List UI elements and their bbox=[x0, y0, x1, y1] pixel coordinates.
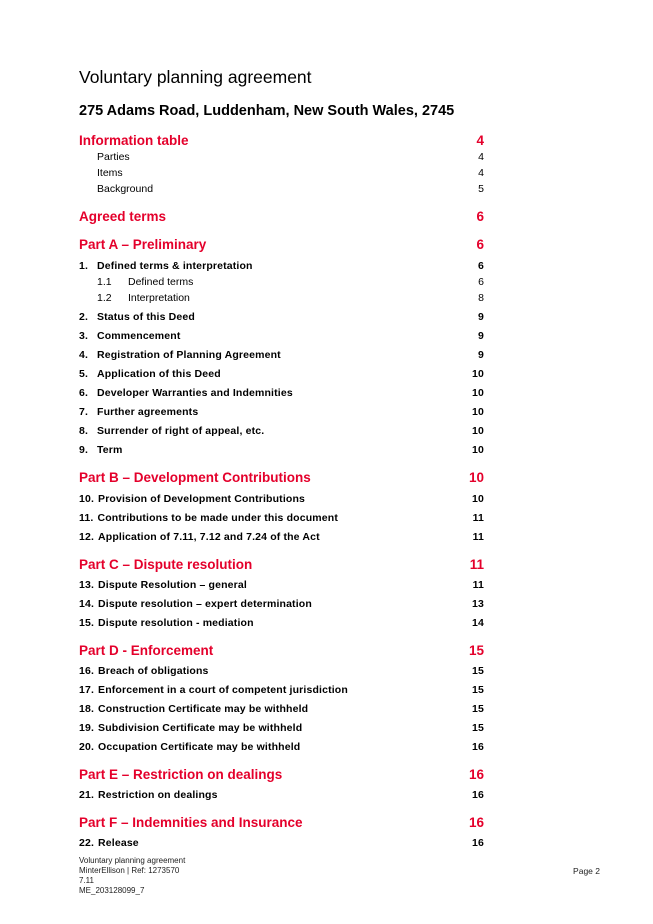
toc-entry[interactable] bbox=[79, 425, 484, 437]
toc-entry[interactable] bbox=[79, 512, 484, 524]
toc-entry-number: 22. bbox=[79, 837, 95, 849]
toc-entry-text: Release bbox=[98, 837, 139, 849]
toc-entry-label bbox=[79, 260, 253, 272]
toc-entry-text: Registration of Planning Agreement bbox=[97, 349, 281, 361]
toc-entry-page: 16 bbox=[472, 837, 484, 849]
toc-entry-label bbox=[79, 617, 254, 629]
toc-entry-text: Occupation Certificate may be withheld bbox=[98, 741, 301, 753]
toc-entry-page: 4 bbox=[476, 133, 484, 148]
toc-entry-text: Application of 7.11, 7.12 and 7.24 of the Act bbox=[98, 531, 320, 543]
toc-entry-page: 10 bbox=[472, 406, 484, 418]
toc-entry-number: 18. bbox=[79, 703, 95, 715]
toc-entry-number: 14. bbox=[79, 598, 95, 610]
toc-entry-text: Construction Certificate may be withheld bbox=[98, 703, 309, 715]
toc-entry-page: 16 bbox=[472, 741, 484, 753]
toc-entry-label bbox=[79, 330, 181, 342]
toc-entry-page: 9 bbox=[478, 349, 484, 361]
toc-entry-number: 17. bbox=[79, 684, 95, 696]
toc-entry-page: 5 bbox=[478, 183, 484, 195]
toc-entry[interactable] bbox=[79, 837, 484, 849]
toc-entry[interactable] bbox=[79, 789, 484, 801]
toc-entry[interactable] bbox=[79, 292, 484, 304]
toc-entry[interactable] bbox=[79, 406, 484, 418]
toc-entry-text: Interpretation bbox=[128, 292, 190, 304]
toc-entry-label bbox=[79, 741, 300, 753]
toc-entry-number: 11. bbox=[79, 512, 94, 524]
toc-entry[interactable] bbox=[79, 330, 484, 342]
toc-entry-page: 11 bbox=[472, 579, 484, 591]
toc-entry-label bbox=[79, 512, 338, 524]
toc-entry-label bbox=[79, 703, 308, 715]
toc-entry-text: Commencement bbox=[97, 330, 181, 342]
toc-entry[interactable] bbox=[79, 493, 484, 505]
toc-entry-label: Background bbox=[97, 183, 154, 195]
footer-line: ME_203128099_7 bbox=[79, 886, 145, 895]
toc-entry-page: 10 bbox=[472, 368, 484, 380]
toc-entry-number: 1.1 bbox=[97, 276, 112, 288]
toc-entry-label bbox=[79, 349, 281, 361]
toc-entry-label bbox=[79, 311, 195, 323]
toc-entry-page: 15 bbox=[468, 643, 484, 658]
toc-entry-page: 6 bbox=[478, 276, 484, 288]
page-number: Page 2 bbox=[573, 866, 600, 876]
toc-entry-label: Items bbox=[97, 167, 123, 179]
toc-entry-text: Defined terms & interpretation bbox=[97, 260, 253, 272]
toc-entry-page: 10 bbox=[472, 493, 484, 505]
toc-entry[interactable] bbox=[79, 151, 484, 163]
toc-entry-number: 8. bbox=[79, 425, 89, 437]
toc-entry-label bbox=[79, 493, 305, 505]
toc-entry-page: 10 bbox=[472, 425, 484, 437]
toc-entry-number: 12. bbox=[79, 531, 95, 543]
toc-entry-label bbox=[79, 531, 320, 543]
toc-entry-label: Part D - Enforcement bbox=[79, 643, 214, 658]
toc-entry-number: 20. bbox=[79, 741, 95, 753]
toc-entry-page: 15 bbox=[472, 703, 484, 715]
toc-entry-page: 10 bbox=[468, 470, 484, 485]
toc-entry-text: Application of this Deed bbox=[97, 368, 221, 380]
footer bbox=[79, 856, 185, 896]
toc-entry-number: 7. bbox=[79, 406, 89, 418]
toc-entry-label: Part E – Restriction on dealings bbox=[79, 767, 283, 782]
toc-entry-page: 16 bbox=[468, 815, 484, 830]
toc-entry-page: 9 bbox=[478, 311, 484, 323]
toc-entry-label bbox=[79, 837, 139, 849]
toc-entry[interactable] bbox=[79, 260, 484, 272]
toc-entry-text: Provision of Development Contributions bbox=[98, 493, 306, 505]
toc-entry-page: 6 bbox=[476, 209, 484, 224]
toc-entry-page: 13 bbox=[472, 598, 484, 610]
toc-entry[interactable] bbox=[79, 722, 484, 734]
toc-entry-number: 1.2 bbox=[97, 292, 112, 304]
toc-entry-page: 10 bbox=[472, 387, 484, 399]
toc-entry-page: 15 bbox=[472, 684, 484, 696]
footer-line: 7.11 bbox=[79, 876, 94, 885]
toc-entry-number: 21. bbox=[79, 789, 95, 801]
toc-entry[interactable] bbox=[79, 444, 484, 456]
toc-entry[interactable] bbox=[79, 237, 484, 252]
toc-entry-number: 3. bbox=[79, 330, 89, 342]
toc-entry[interactable] bbox=[79, 368, 484, 380]
toc-entry[interactable] bbox=[79, 579, 484, 591]
toc-entry-number: 6. bbox=[79, 387, 89, 399]
toc-entry-number: 9. bbox=[79, 444, 89, 456]
toc-entry-label: Part F – Indemnities and Insurance bbox=[79, 815, 303, 830]
toc-entry-text: Further agreements bbox=[97, 406, 199, 418]
page-title: Voluntary planning agreement bbox=[79, 67, 312, 87]
toc-entry[interactable] bbox=[79, 767, 484, 782]
toc-entry-number: 1. bbox=[79, 260, 89, 272]
toc-entry-text: Developer Warranties and Indemnities bbox=[97, 387, 293, 399]
toc-entry[interactable] bbox=[79, 387, 484, 399]
toc-entry-text: Dispute resolution - mediation bbox=[98, 617, 254, 629]
toc-entry-page: 6 bbox=[478, 260, 484, 272]
toc-entry[interactable] bbox=[79, 167, 484, 179]
footer-line: Voluntary planning agreement bbox=[79, 856, 186, 865]
toc-entry-page: 8 bbox=[478, 292, 484, 304]
toc-entry-label: Part C – Dispute resolution bbox=[79, 557, 253, 572]
toc-entry[interactable] bbox=[79, 557, 484, 572]
toc-entry-label: Information table bbox=[79, 133, 189, 148]
toc-entry-label bbox=[79, 598, 312, 610]
toc-entry-label bbox=[79, 722, 302, 734]
toc-entry[interactable] bbox=[79, 276, 484, 288]
toc-entry-number: 5. bbox=[79, 368, 89, 380]
toc-entry-page: 11 bbox=[472, 512, 484, 524]
toc-entry-text: Contributions to be made under this document bbox=[97, 512, 338, 524]
toc-entry-page: 11 bbox=[472, 531, 484, 543]
toc-entry-text: Subdivision Certificate may be withheld bbox=[98, 722, 303, 734]
toc-entry-text: Status of this Deed bbox=[97, 311, 195, 323]
toc-entry-label bbox=[79, 276, 193, 288]
toc-entry-label: Part A – Preliminary bbox=[79, 237, 207, 252]
toc-entry-page: 4 bbox=[478, 151, 484, 163]
toc-entry[interactable] bbox=[79, 531, 484, 543]
toc-entry[interactable] bbox=[79, 209, 484, 224]
toc-entry[interactable] bbox=[79, 598, 484, 610]
toc-entry-page: 16 bbox=[468, 767, 484, 782]
toc-entry-page: 11 bbox=[469, 557, 484, 572]
toc-entry[interactable] bbox=[79, 349, 484, 361]
toc-entry[interactable] bbox=[79, 311, 484, 323]
toc-entry-page: 14 bbox=[472, 617, 484, 629]
toc-entry-label bbox=[79, 292, 190, 304]
toc-entry-label bbox=[79, 368, 221, 380]
toc-entry-label bbox=[79, 387, 293, 399]
toc-entry[interactable] bbox=[79, 183, 484, 195]
toc-entry-text: Enforcement in a court of competent jurisdiction bbox=[98, 684, 348, 696]
toc-entry-label bbox=[79, 579, 247, 591]
toc-entry[interactable] bbox=[79, 741, 484, 753]
toc-entry[interactable] bbox=[79, 665, 484, 677]
toc-entry-page: 10 bbox=[472, 444, 484, 456]
toc-entry[interactable] bbox=[79, 617, 484, 629]
page-subtitle: 275 Adams Road, Luddenham, New South Wales, 2745 bbox=[79, 103, 455, 119]
toc-entry-label: Part B – Development Contributions bbox=[79, 470, 311, 485]
toc-entry-page: 6 bbox=[476, 237, 484, 252]
toc-entry-number: 4. bbox=[79, 349, 89, 361]
toc-entry-text: Restriction on dealings bbox=[98, 789, 218, 801]
toc-entry[interactable] bbox=[79, 815, 484, 830]
toc-entry-label bbox=[79, 684, 348, 696]
toc-entry-text: Dispute resolution – expert determination bbox=[98, 598, 312, 610]
toc-entry-number: 19. bbox=[79, 722, 95, 734]
toc-entry-number: 10. bbox=[79, 493, 95, 505]
toc-entry-text: Defined terms bbox=[128, 276, 194, 288]
toc-entry-page: 4 bbox=[478, 167, 484, 179]
toc-entry-page: 16 bbox=[472, 789, 484, 801]
toc-entry-text: Surrender of right of appeal, etc. bbox=[97, 425, 265, 437]
toc-entry[interactable] bbox=[79, 643, 484, 658]
toc-entry-label bbox=[79, 425, 264, 437]
toc-entry-label bbox=[79, 665, 209, 677]
toc-entry[interactable] bbox=[79, 133, 484, 148]
toc-entry-label: Parties bbox=[97, 151, 130, 163]
toc-entry[interactable] bbox=[79, 703, 484, 715]
toc-entry-number: 16. bbox=[79, 665, 95, 677]
toc-entry-label: Agreed terms bbox=[79, 209, 167, 224]
toc-entry-page: 15 bbox=[472, 665, 484, 677]
toc-entry-number: 15. bbox=[79, 617, 95, 629]
toc-entry-page: 9 bbox=[478, 330, 484, 342]
toc-entry-number: 2. bbox=[79, 311, 89, 323]
toc-entry[interactable] bbox=[79, 684, 484, 696]
toc-entry-text: Term bbox=[97, 444, 123, 456]
toc-entry-text: Dispute Resolution – general bbox=[98, 579, 247, 591]
toc-entry-text: Breach of obligations bbox=[98, 665, 209, 677]
toc-entry-label bbox=[79, 444, 123, 456]
toc-entry[interactable] bbox=[79, 470, 484, 485]
toc-entry-label bbox=[79, 406, 198, 418]
toc-entry-page: 15 bbox=[472, 722, 484, 734]
toc-entry-number: 13. bbox=[79, 579, 95, 591]
toc-entry-label bbox=[79, 789, 218, 801]
footer-line: MinterEllison | Ref: 1273570 bbox=[79, 866, 180, 875]
